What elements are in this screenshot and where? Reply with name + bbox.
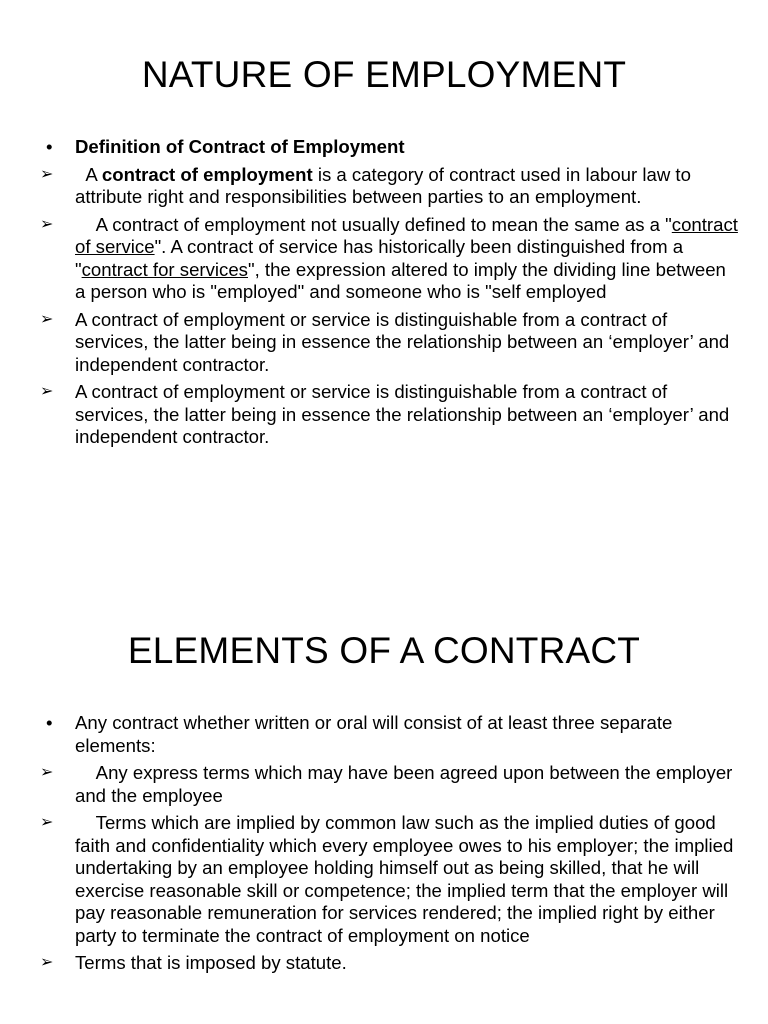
contract-for-services-link[interactable]: contract for services — [81, 258, 248, 280]
contract-of-service-link[interactable]: contract of service — [75, 213, 738, 257]
list-item-intro — [40, 712, 740, 757]
list-item — [40, 381, 740, 449]
slide-title: ELEMENTS OF A CONTRACT — [127, 630, 641, 671]
bullet-icon: • — [46, 712, 53, 733]
paragraph-text: Any express terms which may have been agreed upon between the employer and the employee — [75, 762, 733, 806]
list-item-definition — [40, 136, 740, 159]
list-item — [40, 762, 740, 807]
list-item — [40, 812, 740, 947]
slide-elements-of-a-contract — [0, 512, 768, 1024]
arrow-bullet-icon: ➢ — [40, 383, 54, 400]
arrow-bullet-icon: ➢ — [40, 814, 54, 831]
slide-body — [40, 712, 740, 980]
arrow-bullet-icon: ➢ — [40, 215, 54, 233]
paragraph-text: A contract of employment not usually defined to mean the same as a "contract of service". A contract of service has historically been distinguished from a "contract for services", the expression altered to imply the dividing line between a person who is "employed" and someone who is "self employed — [75, 213, 738, 302]
arrow-bullet-icon: ➢ — [40, 310, 54, 328]
list-item — [40, 164, 740, 209]
definition-heading: Definition of Contract of Employment — [75, 136, 405, 157]
list-item — [40, 952, 740, 975]
bullet-icon: • — [46, 136, 53, 157]
slide-title: NATURE OF EMPLOYMENT — [141, 54, 627, 95]
paragraph-text: A contract of employment is a category of contract used in labour law to attribute right and responsibilities between parties to an employment. — [75, 163, 691, 207]
arrow-bullet-icon: ➢ — [40, 954, 54, 971]
paragraph-text: Terms that is imposed by statute. — [75, 952, 347, 973]
list-item — [40, 214, 740, 304]
arrow-bullet-icon: ➢ — [40, 165, 54, 183]
paragraph-text: A contract of employment or service is distinguishable from a contract of services, the latter being in essence the relationship between an ‘employer’ and independent contractor. — [75, 308, 730, 375]
paragraph-text: Any contract whether written or oral will consist of at least three separate elements: — [75, 712, 673, 756]
paragraph-text: Terms which are implied by common law such as the implied duties of good faith and confidentiality which every employee owes to his employer; the implied undertaking by an employee holding himself out as being skilled, that he will exercise reasonable skill or competence; the implied term that the employer will pay reasonable remuneration for services rendered; the implied right by either party to terminate the contract of employment on notice — [75, 812, 734, 946]
arrow-bullet-icon: ➢ — [40, 764, 54, 781]
slide-body — [40, 136, 740, 454]
paragraph-text: A contract of employment or service is distinguishable from a contract of services, the latter being in essence the relationship between an ‘employer’ and independent contractor. — [75, 381, 730, 447]
list-item — [40, 309, 740, 377]
